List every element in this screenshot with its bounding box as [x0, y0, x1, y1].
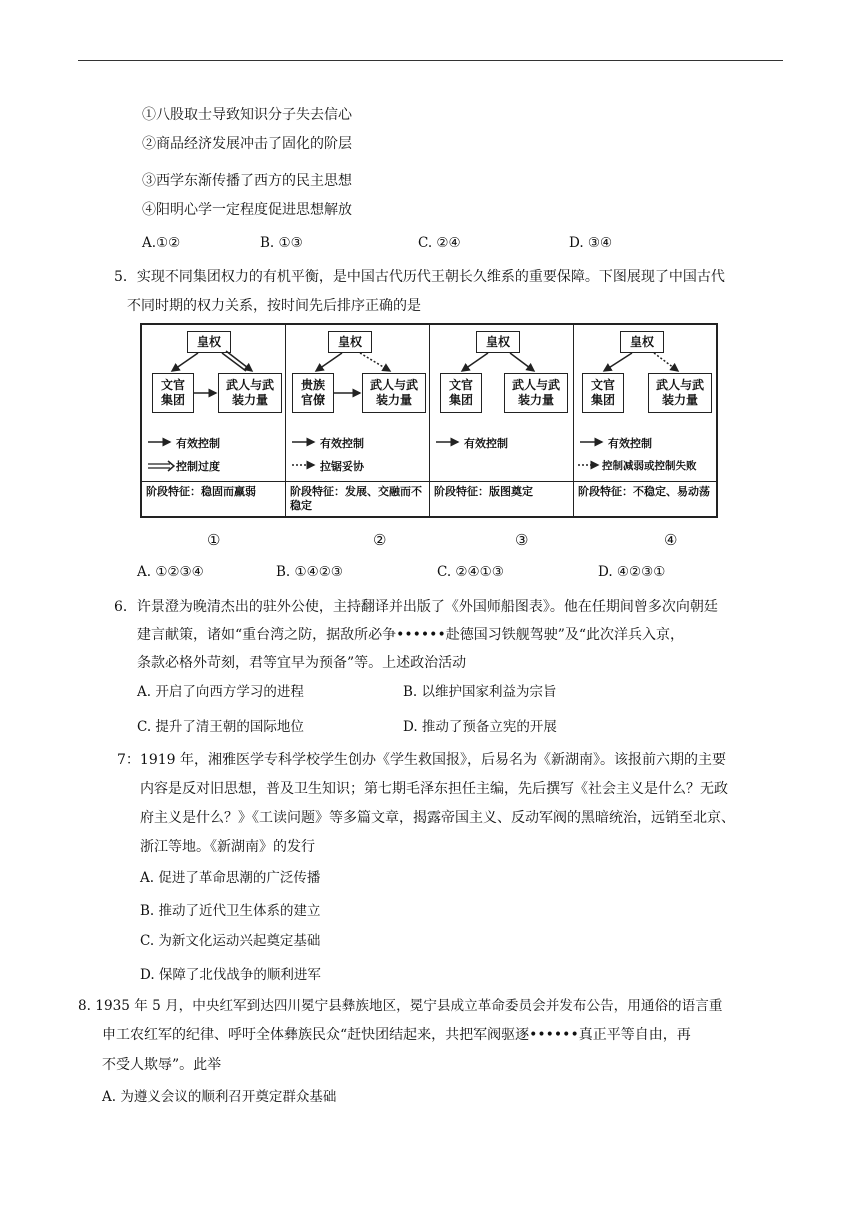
q7-option-c[interactable]: C. 为新文化运动兴起奠定基础: [140, 933, 321, 949]
panel3-top-box: 皇权: [476, 331, 520, 353]
q4-item-1: ①八股取士导致知识分子失去信心: [142, 107, 352, 123]
q7-line1: 7：1919 年，湘雅医学专科学校学生创办《学生救国报》，后易名为《新湖南》。该报前六期的主要: [117, 752, 726, 768]
panel2-right-box: 武人与武 装力量: [362, 373, 426, 413]
figure-label-1: ①: [207, 531, 221, 549]
panel4-left-box: 文官 集团: [582, 373, 624, 413]
q6-option-c[interactable]: C. 提升了清王朝的国际地位: [137, 719, 304, 735]
header-rule: [78, 60, 783, 61]
panel3-feature: 阶段特征：版图奠定: [434, 485, 533, 498]
q6-option-d[interactable]: D. 推动了预备立宪的开展: [403, 719, 557, 735]
panel1-legend-2: 控制过度: [176, 460, 220, 473]
figure-label-3: ③: [515, 531, 529, 549]
figure-panel-3: [430, 325, 574, 516]
q4-item-2: ②商品经济发展冲击了固化的阶层: [142, 136, 352, 152]
panel3-left-box: 文官 集团: [440, 373, 482, 413]
figure-panel-1: [142, 325, 286, 516]
q8-line3: 不受人欺辱”。此举: [102, 1057, 222, 1073]
q6-option-b[interactable]: B. 以维护国家利益为宗旨: [403, 684, 557, 700]
figure-panel-2: [286, 325, 430, 516]
figure-panel-4: [574, 325, 716, 516]
q6-line3: 条款必格外苛刻，君等宜早为预备”等。上述政治活动: [137, 655, 467, 671]
q4-option-b[interactable]: B. ①③: [260, 235, 303, 251]
panel2-feature: 阶段特征：发展、交融而不稳定: [290, 485, 422, 512]
q4-option-a[interactable]: A.①②: [142, 235, 181, 251]
figure-label-2: ②: [373, 531, 387, 549]
q4-option-c[interactable]: C. ②④: [418, 235, 461, 251]
q7-option-d[interactable]: D. 保障了北伐战争的顺利进军: [140, 967, 321, 983]
q7-line4: 浙江等地。《新湖南》的发行: [140, 839, 315, 855]
power-relation-figure: [140, 323, 718, 518]
q8-line1: 8. 1935 年 5 月，中央红军到达四川冕宁县彝族地区，冕宁县成立革命委员会并发布公告，用通俗的语言重: [78, 998, 723, 1014]
panel4-legend-2: 控制减弱或控制失败: [602, 460, 697, 472]
panel1-left-box: 文官 集团: [152, 373, 194, 413]
panel1-feature: 阶段特征：稳固而羸弱: [146, 485, 256, 498]
q5-stem-line2: 不同时期的权力关系，按时间先后排序正确的是: [127, 298, 421, 314]
panel1-right-box: 武人与武 装力量: [218, 373, 282, 413]
q6-option-a[interactable]: A. 开启了向西方学习的进程: [137, 684, 304, 700]
panel2-top-box: 皇权: [328, 331, 372, 353]
q4-item-3: ③西学东渐传播了西方的民主思想: [142, 173, 352, 189]
q7-line3: 府主义是什么？》《工读问题》等多篇文章，揭露帝国主义、反动军阀的黑暗统治，远销至北京、: [140, 810, 735, 826]
panel4-feature: 阶段特征：不稳定、易动荡: [578, 485, 710, 498]
q7-option-b[interactable]: B. 推动了近代卫生体系的建立: [140, 903, 321, 919]
panel2-left-box: 贵族 官僚: [292, 373, 334, 413]
q5-option-c[interactable]: C. ②④①③: [437, 564, 504, 580]
panel3-legend-1: 有效控制: [464, 437, 508, 450]
q7-option-a[interactable]: A. 促进了革命思潮的广泛传播: [140, 870, 321, 886]
panel4-right-box: 武人与武 装力量: [648, 373, 712, 413]
figure-label-4: ④: [664, 531, 678, 549]
panel2-legend-1: 有效控制: [320, 437, 364, 450]
q6-line2: 建言献策，诸如“重台湾之防，据敌所必争••••••赴德国习铁舰驾驶”及“此次洋兵入京，: [137, 627, 685, 643]
q6-line1: 6．许景澄为晚清杰出的驻外公使，主持翻译并出版了《外国师船图表》。他在任期间曾多次向朝廷: [114, 599, 718, 615]
panel3-right-box: 武人与武 装力量: [504, 373, 568, 413]
q5-stem-line1: 5．实现不同集团权力的有机平衡，是中国古代历代王朝长久维系的重要保障。下图展现了中国古代: [114, 269, 725, 285]
q4-item-4: ④阳明心学一定程度促进思想解放: [142, 202, 352, 218]
q8-line2: 申工农红军的纪律、呼吁全体彝族民众“赶快团结起来，共把军阀驱逐••••••真正平等自由，再: [102, 1027, 691, 1043]
q7-line2: 内容是反对旧思想，普及卫生知识；第七期毛泽东担任主编，先后撰写《社会主义是什么？无政: [140, 781, 728, 797]
panel3-arrows: [430, 325, 574, 481]
q5-option-d[interactable]: D. ④②③①: [598, 564, 666, 580]
panel2-legend-2: 拉锯妥协: [320, 460, 364, 473]
panel1-legend-1: 有效控制: [176, 437, 220, 450]
panel4-top-box: 皇权: [620, 331, 664, 353]
q4-option-d[interactable]: D. ③④: [569, 235, 613, 251]
q5-option-a[interactable]: A. ①②③④: [137, 564, 204, 580]
q5-option-b[interactable]: B. ①④②③: [276, 564, 343, 580]
q8-option-a[interactable]: A. 为遵义会议的顺利召开奠定群众基础: [102, 1089, 337, 1105]
panel4-legend-1: 有效控制: [608, 437, 652, 450]
panel1-top-box: 皇权: [187, 331, 231, 353]
